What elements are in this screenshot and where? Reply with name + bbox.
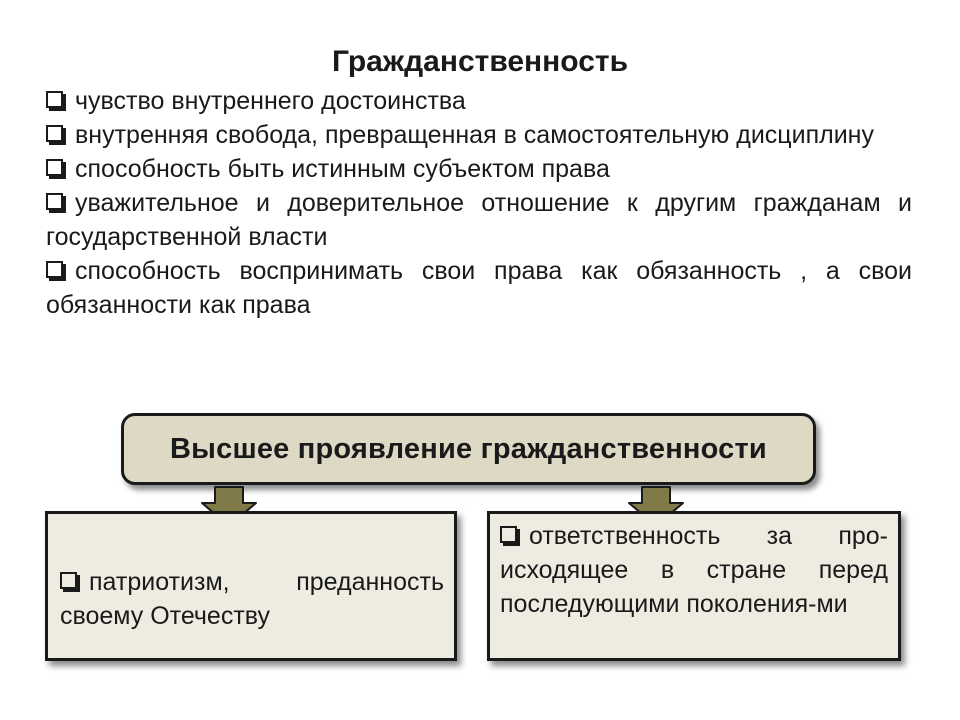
checkbox-bullet-icon xyxy=(500,526,517,543)
list-item-text: способность быть истинным субъектом права xyxy=(75,155,610,183)
checkbox-bullet-icon xyxy=(46,193,63,210)
responsibility-content xyxy=(500,519,888,621)
list-item-text: внутренняя свобода, превращенная в самостоятельную дисциплину xyxy=(75,121,874,149)
responsibility-text: ответственность за про-исходящее в стране перед последующими поколения-ми xyxy=(500,522,888,618)
list-item xyxy=(46,186,912,254)
list-item xyxy=(46,254,912,322)
highest-manifestation-banner xyxy=(121,413,816,485)
responsibility-box xyxy=(487,511,901,661)
list-item xyxy=(46,84,912,118)
list-item xyxy=(46,118,912,152)
list-item-text: способность воспринимать свои права как обязанность , а свои обязанности как права xyxy=(46,257,912,319)
list-item-text: уважительное и доверительное отношение к другим гражданам и государственной власти xyxy=(46,189,912,251)
checkbox-bullet-icon xyxy=(46,125,63,142)
citizenship-list xyxy=(46,84,912,322)
patriotism-box xyxy=(45,511,457,661)
slide-title: Гражданственность xyxy=(331,45,629,78)
checkbox-bullet-icon xyxy=(46,91,63,108)
banner-label: Высшее проявление гражданственности xyxy=(170,432,767,465)
checkbox-bullet-icon xyxy=(46,159,63,176)
list-item xyxy=(46,152,912,186)
patriotism-text: патриотизм, преданность своему Отечеству xyxy=(60,568,444,630)
list-item-text: чувство внутреннего достоинства xyxy=(75,87,466,115)
checkbox-bullet-icon xyxy=(60,572,77,589)
checkbox-bullet-icon xyxy=(46,261,63,278)
